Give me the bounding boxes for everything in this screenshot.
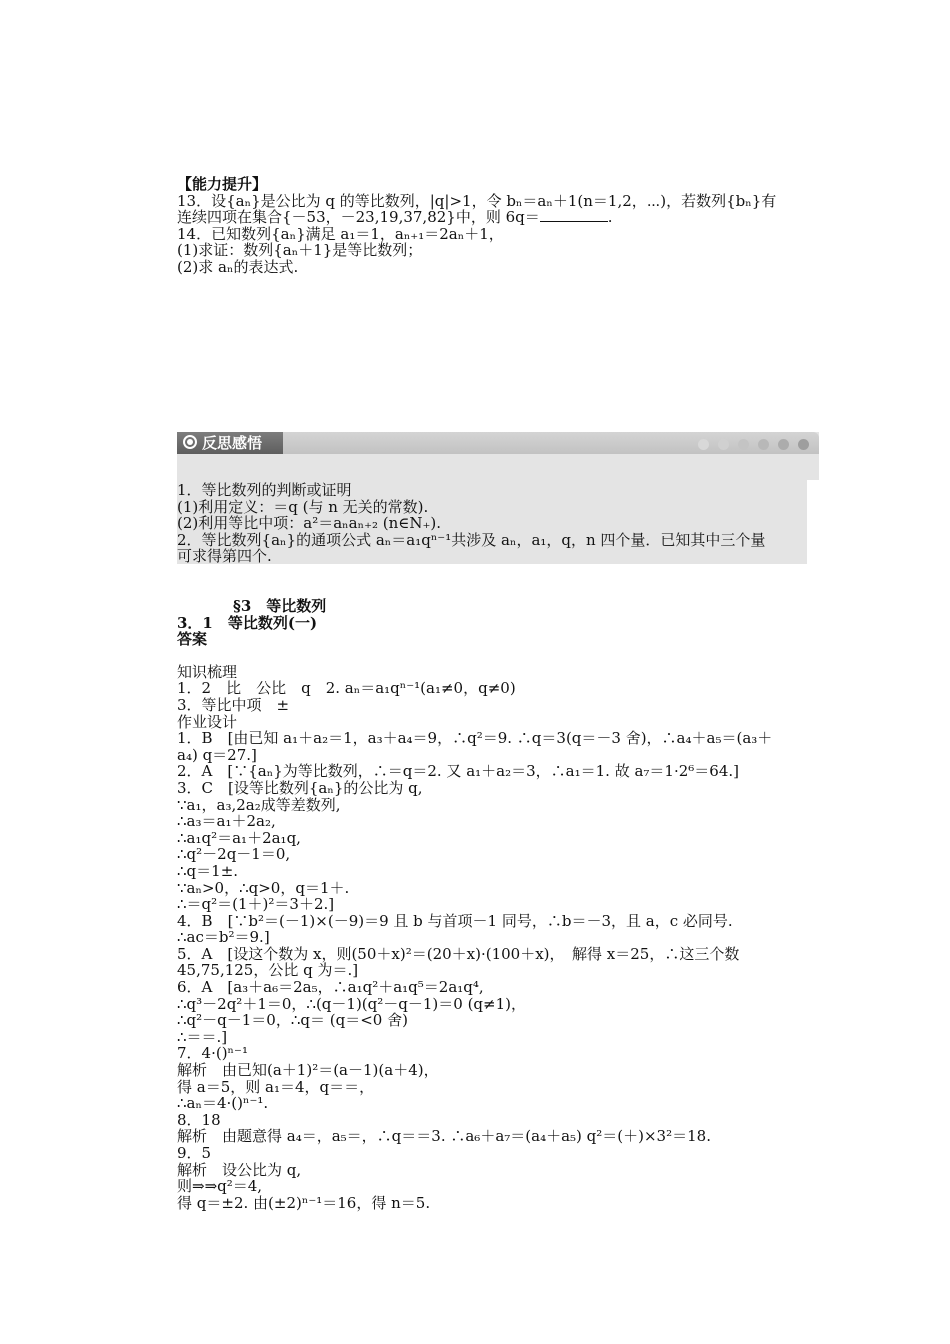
dot-icon [758, 439, 769, 450]
target-icon [183, 435, 197, 449]
dot-icon [698, 439, 709, 450]
answer-line: 6．A [a₃＋a₆＝2a₅，∴a₁q²＋a₁q⁵＝2a₁q⁴, [177, 978, 484, 997]
answer-line: 8．18 [177, 1110, 221, 1129]
problem-14-part-1: (1)求证：数列{aₙ＋1}是等比数列； [177, 241, 423, 260]
answer-label: 答案 [177, 630, 208, 649]
summary-line: 2．等比数列{aₙ}的通项公式 aₙ＝a₁qⁿ⁻¹共涉及 aₙ，a₁，q，n 四个量．已知其中三个量 [177, 530, 766, 549]
problem-14-part-2: (2)求 aₙ的表达式. [177, 257, 299, 276]
answer-line: 3．C [设等比数列{aₙ}的公比为 q, [177, 778, 423, 797]
dot-icon [718, 439, 729, 450]
answer-line: 5．A [设这个数为 x，则(50＋x)²＝(20＋x)·(100＋x)， 解得 x＝25，∴这三个数 [177, 944, 740, 963]
problem-14-line-1: 14．已知数列{aₙ}满足 a₁＝1，aₙ₊₁＝2aₙ＋1， [177, 224, 504, 243]
reflection-banner [177, 432, 819, 480]
sub-title: 3．1 等比数列(一) [177, 613, 318, 632]
reflection-summary [177, 480, 807, 564]
answer-blank [540, 209, 608, 222]
answer-line: ∵a₁，a₃,2a₂成等差数列, [177, 795, 341, 814]
answer-line: 7．4·()ⁿ⁻¹ [177, 1044, 248, 1063]
answer-line: ∴ac＝b²＝9.] [177, 928, 270, 947]
answer-line: ∴q³－2q²＋1＝0，∴(q－1)(q²－q－1)＝0 (q≠1)， [177, 994, 526, 1013]
answer-line: ∴q²－2q－1＝0, [177, 845, 291, 864]
ability-heading: 【能力提升】 [177, 175, 268, 193]
answer-line: 1．B [由已知 a₁＋a₂＝1，a₃＋a₄＝9，∴q²＝9. ∴q＝3(q＝－3 舍)，∴a₄＋a₅＝(a₃＋ [177, 729, 773, 748]
answer-line: a₄) q＝27.] [177, 745, 257, 764]
summary-line: (1)利用定义：＝q (与 n 无关的常数). [177, 497, 429, 516]
banner-tag [177, 432, 283, 454]
section-title: §3 等比数列 [233, 597, 327, 615]
answer-line: 得 a＝5，则 a₁＝4，q＝＝， [177, 1077, 375, 1096]
ability-section [177, 176, 807, 276]
dot-icon [738, 439, 749, 450]
answer-line: 解析 由已知(a＋1)²＝(a－1)(a＋4)， [177, 1061, 439, 1080]
answer-line: 知识梳理 [177, 662, 238, 681]
answer-line: 45,75,125，公比 q 为＝.] [177, 961, 359, 980]
problem-13-line-2 [177, 209, 807, 226]
summary-line: 可求得第四个. [177, 547, 272, 566]
answer-line: ∴＝q²＝(1＋)²＝3＋2.] [177, 895, 335, 914]
answer-line: 得 q＝±2. 由(±2)ⁿ⁻¹＝16，得 n＝5. [177, 1193, 431, 1212]
answers-section [177, 598, 807, 1211]
answer-line: 解析 由题意得 a₄＝，a₅＝，∴q＝＝3. ∴a₆＋a₇＝(a₄＋a₅) q²＝(＋)×3²＝18. [177, 1127, 711, 1146]
problem-13-text: 连续四项在集合{－53，－23,19,37,82}中，则 6q＝ [177, 208, 540, 227]
answer-line: ∴a₃＝a₁＋2a₂, [177, 812, 276, 831]
problem-13-tail: . [607, 208, 613, 227]
answer-line: ∴＝＝.] [177, 1027, 228, 1046]
summary-line: 1．等比数列的判断或证明 [177, 481, 352, 499]
answer-line: 1．2 比 公比 q 2. aₙ＝a₁qⁿ⁻¹(a₁≠0，q≠0) [177, 679, 516, 698]
answer-line: ∴a₁q²＝a₁＋2a₁q, [177, 828, 301, 847]
answer-line: 解析 设公比为 q, [177, 1160, 302, 1179]
banner-dots [689, 437, 809, 454]
answer-line: 3．等比中项 ± [177, 695, 290, 714]
dot-icon [798, 439, 809, 450]
answer-line: 4．B [∵b²＝(－1)×(－9)＝9 且 b 与首项－1 同号，∴b＝－3，且 a，c 必同号. [177, 911, 733, 930]
answer-line: ∴q²－q－1＝0，∴q＝ (q＝<0 舍) [177, 1011, 408, 1030]
problem-13-line-1: 13．设{aₙ}是公比为 q 的等比数列，|q|>1，令 bₙ＝aₙ＋1(n＝1,2，⋯)，若数列{bₙ}有 [177, 191, 777, 210]
answer-line: 则⇒⇒q²＝4, [177, 1177, 263, 1196]
answer-line: ∴aₙ＝4·()ⁿ⁻¹. [177, 1094, 269, 1113]
answer-line: ∴q＝1±. [177, 861, 239, 880]
answer-line: 2．A [∵{aₙ}为等比数列，∴＝q＝2. 又 a₁＋a₂＝3，∴a₁＝1. 故 a₇＝1·2⁶＝64.] [177, 762, 739, 781]
summary-line: (2)利用等比中项：a²＝aₙaₙ₊₂ (n∈N₊). [177, 514, 442, 533]
dot-icon [778, 439, 789, 450]
banner-label: 反思感悟 [202, 434, 263, 452]
answer-line: 9．5 [177, 1144, 212, 1162]
answer-lines [177, 664, 807, 1212]
answer-line: 作业设计 [177, 712, 238, 731]
banner-strip [177, 432, 819, 454]
spacer [177, 648, 807, 664]
answer-line: ∵aₙ>0，∴q>0，q＝1＋. [177, 878, 350, 897]
